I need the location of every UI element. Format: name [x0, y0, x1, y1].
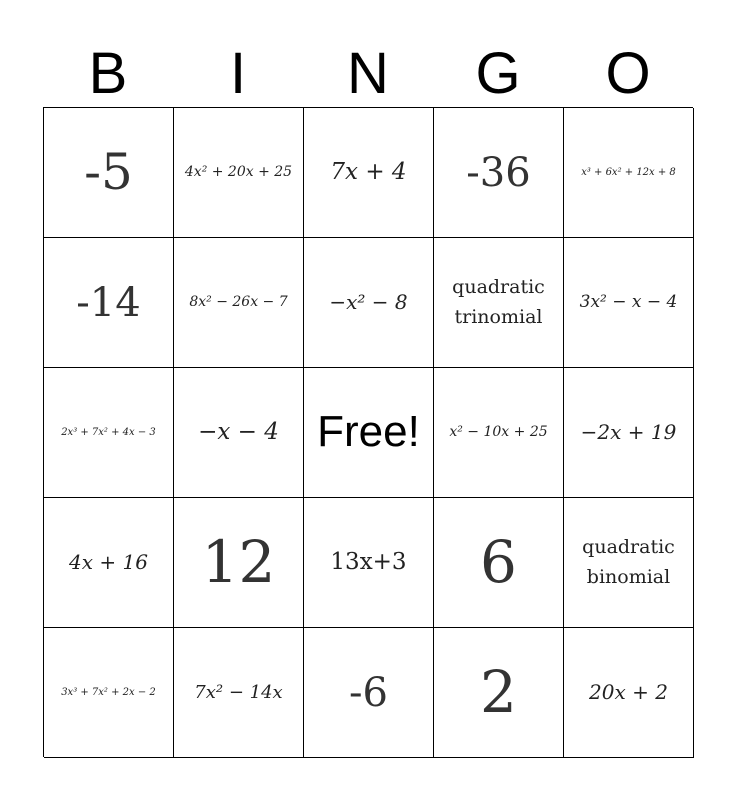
- bingo-cell[interactable]: 2x³ + 7x² + 4x − 3: [44, 368, 174, 498]
- bingo-cell[interactable]: 4x² + 20x + 25: [174, 108, 304, 238]
- header-letter-n: N: [347, 41, 389, 106]
- header-letter-i: I: [229, 41, 247, 106]
- bingo-cell[interactable]: 13x+3: [304, 498, 434, 628]
- bingo-grid: [43, 107, 693, 757]
- bingo-cell[interactable]: 7x² − 14x: [174, 628, 304, 758]
- bingo-cell[interactable]: quadratic binomial: [564, 498, 694, 628]
- bingo-cell[interactable]: 2: [434, 628, 564, 758]
- bingo-cell[interactable]: −x² − 8: [304, 238, 434, 368]
- header-letter-g: G: [475, 41, 521, 106]
- bingo-cell[interactable]: -5: [44, 108, 174, 238]
- bingo-cell[interactable]: -14: [44, 238, 174, 368]
- header-letter-o: O: [605, 41, 651, 106]
- bingo-cell[interactable]: 8x² − 26x − 7: [174, 238, 304, 368]
- free-space[interactable]: Free!: [304, 368, 434, 498]
- bingo-cell[interactable]: -6: [304, 628, 434, 758]
- header-letter-b: B: [88, 41, 128, 106]
- bingo-cell[interactable]: 3x³ + 7x² + 2x − 2: [44, 628, 174, 758]
- bingo-cell[interactable]: 4x + 16: [44, 498, 174, 628]
- bingo-cell[interactable]: 6: [434, 498, 564, 628]
- bingo-cell[interactable]: x² − 10x + 25: [434, 368, 564, 498]
- bingo-cell[interactable]: -36: [434, 108, 564, 238]
- bingo-cell[interactable]: 20x + 2: [564, 628, 694, 758]
- bingo-cell[interactable]: 12: [174, 498, 304, 628]
- bingo-cell[interactable]: −2x + 19: [564, 368, 694, 498]
- bingo-cell[interactable]: x³ + 6x² + 12x + 8: [564, 108, 694, 238]
- bingo-cell[interactable]: 3x² − x − 4: [564, 238, 694, 368]
- bingo-header: [43, 40, 693, 108]
- bingo-cell[interactable]: −x − 4: [174, 368, 304, 498]
- bingo-cell[interactable]: 7x + 4: [304, 108, 434, 238]
- bingo-cell[interactable]: quadratic trinomial: [434, 238, 564, 368]
